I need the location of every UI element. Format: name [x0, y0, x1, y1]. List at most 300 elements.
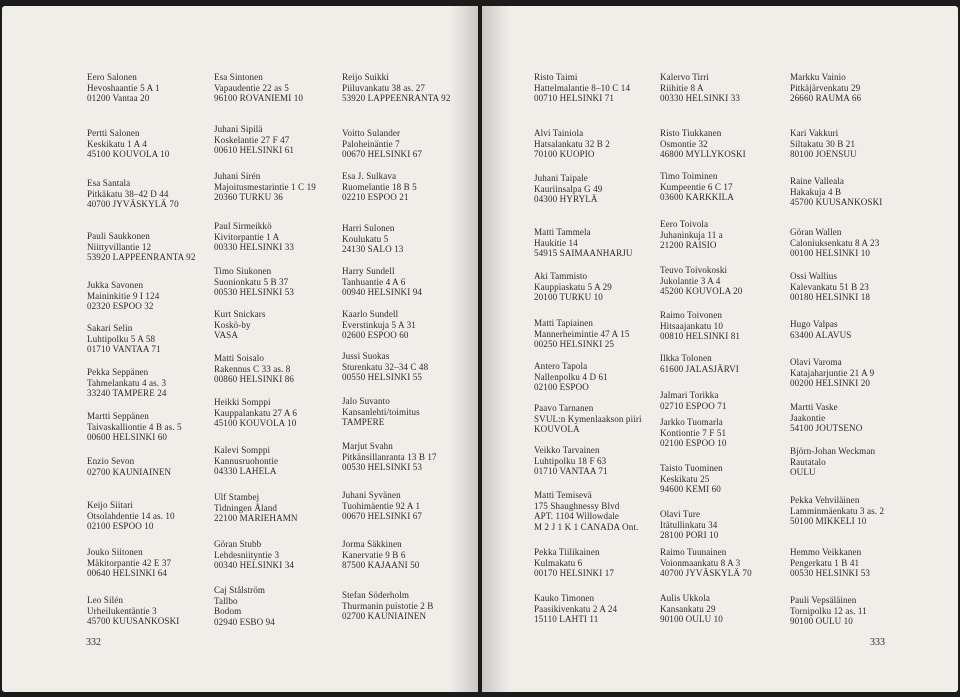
- entry-name: Ulf Stambej: [214, 492, 260, 502]
- directory-entry: [342, 128, 478, 160]
- entry-address-line: 02100 ESPOO: [534, 382, 589, 393]
- entry-address-line: 80100 JOENSUU: [790, 149, 857, 160]
- column: [214, 6, 354, 692]
- entry-name: Björn-Johan Weckman: [790, 446, 876, 456]
- entry-name: Jouko Siitonen: [87, 547, 143, 557]
- directory-entry: [534, 593, 674, 625]
- entry-address-line: 00670 HELSINKI 67: [342, 149, 423, 160]
- directory-entry: [214, 72, 354, 104]
- entry-address-line: 02940 ESBO 94: [214, 616, 275, 627]
- entry-address-line: 61600 JALASJÄRVI: [660, 363, 739, 374]
- directory-entry: [660, 390, 800, 411]
- directory-entry: [790, 128, 930, 160]
- directory-entry: [214, 492, 354, 524]
- directory-entry: [790, 319, 930, 340]
- entry-address-line: 02100 ESPOO 10: [87, 521, 154, 532]
- entry-name: Esa Santala: [87, 178, 131, 188]
- entry-name: Matti Temisevä: [534, 490, 592, 500]
- entry-address-line: Kanervatie 9 B 6: [342, 549, 406, 560]
- directory-entry: [660, 593, 800, 625]
- entry-name: Markku Vainio: [790, 72, 846, 82]
- entry-address-line: 02320 ESPOO 32: [87, 301, 154, 312]
- entry-name: Aulis Ukkola: [660, 593, 710, 603]
- directory-entry: [790, 402, 930, 434]
- entry-address-line: 175 Shaughnessy Blvd: [534, 500, 620, 511]
- entry-address-line: 40700 JYVÄSKYLÄ 70: [660, 568, 752, 579]
- entry-address-line: 00810 HELSINKI 81: [660, 331, 741, 342]
- directory-entry: [660, 547, 800, 579]
- entry-name: Hemmo Veikkanen: [790, 547, 862, 557]
- entry-name: Matti Soisalo: [214, 353, 265, 363]
- directory-entry: [790, 595, 930, 627]
- entry-name: Eero Salonen: [87, 72, 137, 82]
- entry-address-line: VASA: [214, 330, 238, 341]
- entry-address-line: 00600 HELSINKI 60: [87, 432, 168, 443]
- directory-entry: [87, 500, 227, 532]
- entry-name: Stefan Söderholm: [342, 590, 410, 600]
- entry-name: Juhani Sipilä: [214, 124, 263, 134]
- entry-address-line: Kauriinsalpa G 49: [534, 183, 603, 194]
- entry-address-line: Niittyvillantie 12: [87, 241, 152, 252]
- directory-entry: [534, 318, 674, 350]
- entry-address-line: 45100 KOUVOLA 10: [87, 149, 170, 160]
- entry-name: Harri Sulonen: [342, 223, 395, 233]
- entry-address-line: 50100 MIKKELI 10: [790, 516, 867, 527]
- entry-address-line: 00250 HELSINKI 25: [534, 339, 615, 350]
- entry-address-line: Kansanlehti/toimitus: [342, 406, 420, 417]
- entry-name: Paul Sirmeikkö: [214, 221, 272, 231]
- entry-name: Risto Taimi: [534, 72, 578, 82]
- entry-address-line: 00530 HELSINKI 53: [342, 462, 423, 473]
- entry-name: Martti Seppänen: [87, 411, 149, 421]
- entry-name: Timo Siukonen: [214, 266, 272, 276]
- entry-address-line: Otsolahdentie 14 as. 10: [87, 510, 175, 521]
- entry-address-line: 90100 OULU 10: [790, 616, 853, 627]
- directory-entry: [87, 411, 227, 443]
- entry-address-line: 00710 HELSINKI 71: [534, 93, 615, 104]
- entry-address-line: Caloniuksenkatu 8 A 23: [790, 237, 880, 248]
- entry-address-line: Taivaskalliontie 4 B as. 5: [87, 421, 182, 432]
- entry-name: Keijo Siitari: [87, 500, 134, 510]
- entry-address-line: Kauppiaskatu 5 A 29: [534, 281, 612, 292]
- entry-address-line: Itätullinkatu 34: [660, 519, 718, 530]
- entry-address-line: Keskikatu 25: [660, 473, 710, 484]
- entry-address-line: 00550 HELSINKI 55: [342, 372, 423, 383]
- directory-entry: [87, 178, 227, 210]
- directory-entry: [790, 271, 930, 303]
- column: [342, 6, 478, 692]
- column: [790, 6, 930, 692]
- entry-name: Jussi Suokas: [342, 351, 390, 361]
- entry-address-line: Jaakontie: [790, 412, 826, 423]
- entry-address-line: 00170 HELSINKI 17: [534, 568, 615, 579]
- entry-address-line: 53920 LAPPEENRANTA 92: [342, 93, 451, 104]
- entry-address-line: 70100 KUOPIO: [534, 149, 595, 160]
- entry-name: Kauko Timonen: [534, 593, 595, 603]
- entry-address-line: Pitkäjärvenkatu 29: [790, 82, 861, 93]
- entry-address-line: Lamminmäenkatu 3 as. 2: [790, 505, 885, 516]
- entry-name: Pekka Vehviläinen: [790, 495, 860, 505]
- entry-address-line: KOUVOLA: [534, 424, 580, 435]
- directory-entry: [342, 223, 478, 255]
- entry-address-line: Kannusruohontie: [214, 455, 279, 466]
- directory-entry: [660, 219, 800, 251]
- entry-address-line: Vapaudentie 22 as 5: [214, 82, 289, 93]
- directory-entry: [214, 266, 354, 298]
- entry-address-line: Katajaharjuntie 21 A 9: [790, 367, 875, 378]
- entry-name: Kalervo Tirri: [660, 72, 710, 82]
- entry-address-line: Kumpeentie 6 C 17: [660, 181, 733, 192]
- entry-address-line: OULU: [790, 467, 816, 478]
- entry-name: Göran Stubb: [214, 539, 262, 549]
- entry-address-line: 63400 ALAVUS: [790, 329, 852, 340]
- entry-address-line: Pitkäkatu 38–42 D 44: [87, 188, 169, 199]
- entry-address-line: 15110 LAHTI 11: [534, 614, 599, 625]
- entry-address-line: 00330 HELSINKI 33: [214, 242, 295, 253]
- directory-entry: [342, 72, 478, 104]
- entry-address-line: Kalevankatu 51 B 23: [790, 281, 869, 292]
- directory-entry: [87, 280, 227, 312]
- directory-entry: [342, 590, 478, 622]
- entry-name: Raine Valleala: [790, 176, 845, 186]
- directory-entry: [790, 547, 930, 579]
- directory-entry: [534, 445, 674, 477]
- entry-name: Ilkka Tolonen: [660, 353, 712, 363]
- entry-address-line: Juhaninkuja 11 a: [660, 229, 723, 240]
- entry-name: Ossi Wallius: [790, 271, 838, 281]
- directory-entry: [87, 323, 227, 355]
- entry-address-line: Thurmanin puistotie 2 B: [342, 600, 434, 611]
- entry-address-line: Paasikivenkatu 2 A 24: [534, 603, 618, 614]
- directory-entry: [214, 585, 354, 627]
- entry-address-line: 00530 HELSINKI 53: [214, 287, 295, 298]
- entry-name: Kurt Snickars: [214, 309, 266, 319]
- directory-entry: [214, 124, 354, 156]
- entry-name: Marjut Svahn: [342, 441, 393, 451]
- entry-name: Hugo Valpas: [790, 319, 838, 329]
- directory-entry: [790, 495, 930, 527]
- entry-name: Göran Wallen: [790, 227, 842, 237]
- entry-address-line: Maininkitie 9 I 124: [87, 290, 160, 301]
- entry-address-line: Majoitusmestarintie 1 C 19: [214, 181, 316, 192]
- entry-address-line: 54915 SAIMAANHARJU: [534, 248, 633, 259]
- entry-name: Esa Sintonen: [214, 72, 263, 82]
- entry-name: Raimo Toivonen: [660, 310, 722, 320]
- entry-address-line: Ruomelantie 18 B 5: [342, 181, 417, 192]
- entry-address-line: 00180 HELSINKI 18: [790, 292, 871, 303]
- entry-name: Pauli Vepsäläinen: [790, 595, 857, 605]
- directory-entry: [214, 353, 354, 385]
- entry-address-line: 02100 ESPOO 10: [660, 438, 727, 449]
- entry-address-line: Riihitie 8 A: [660, 82, 704, 93]
- entry-address-line: 02210 ESPOO 21: [342, 192, 409, 203]
- entry-address-line: Kansankatu 29: [660, 603, 716, 614]
- entry-address-line: Hevoshaantie 5 A 1: [87, 82, 160, 93]
- directory-entry: [660, 265, 800, 297]
- entry-name: Jukka Savonen: [87, 280, 144, 290]
- directory-entry: [214, 221, 354, 253]
- entry-address-line: Rakennus C 33 as. 8: [214, 363, 291, 374]
- directory-entry: [790, 357, 930, 389]
- entry-address-line: Osmontie 32: [660, 138, 708, 149]
- entry-address-line: Bodom: [214, 606, 242, 617]
- entry-address-line: Paloheinäntie 7: [342, 138, 400, 149]
- entry-address-line: Hattelmalantie 8–10 C 14: [534, 82, 631, 93]
- entry-address-line: APT. 1104 Willowdale: [534, 511, 620, 522]
- entry-address-line: Pengerkatu 1 B 41: [790, 557, 860, 568]
- entry-name: Alvi Tainiola: [534, 128, 584, 138]
- entry-address-line: Pitkänsillanranta 13 B 17: [342, 451, 437, 462]
- entry-name: Aki Tammisto: [534, 271, 588, 281]
- entry-name: Matti Tapiainen: [534, 318, 594, 328]
- entry-name: Esa J. Sulkava: [342, 171, 397, 181]
- directory-entry: [790, 446, 930, 478]
- entry-address-line: 22100 MARIEHAMN: [214, 513, 298, 524]
- directory-entry: [534, 361, 674, 393]
- entry-address-line: Haukitie 14: [534, 237, 578, 248]
- entry-name: Juhani Syvänen: [342, 490, 401, 500]
- entry-address-line: 54100 JOUTSENO: [790, 423, 863, 434]
- entry-name: Olavi Varoma: [790, 357, 842, 367]
- column: [87, 6, 227, 692]
- entry-address-line: 53920 LAPPEENRANTA 92: [87, 252, 196, 263]
- directory-entry: [87, 456, 227, 477]
- directory-entry: [214, 397, 354, 429]
- entry-address-line: Everstinkuja 5 A 31: [342, 319, 416, 330]
- directory-entry: [660, 171, 800, 203]
- directory-entry: [342, 171, 478, 203]
- directory-entry: [214, 309, 354, 341]
- entry-name: Kaarlo Sundell: [342, 309, 399, 319]
- entry-address-line: Koskö-by: [214, 319, 251, 330]
- entry-address-line: 26660 RAUMA 66: [790, 93, 862, 104]
- entry-address-line: Suonionkatu 5 B 37: [214, 276, 289, 287]
- directory-entry: [342, 441, 478, 473]
- directory-entry: [87, 231, 227, 263]
- entry-name: Pertti Salonen: [87, 128, 140, 138]
- directory-entry: [342, 539, 478, 571]
- entry-address-line: Sturenkatu 32–34 C 48: [342, 361, 429, 372]
- entry-address-line: 02700 KAUNIAINEN: [87, 466, 172, 477]
- entry-address-line: 03600 KARKKILA: [660, 192, 734, 203]
- entry-name: Matti Tammela: [534, 227, 591, 237]
- entry-address-line: Kivitorpantie 1 A: [214, 231, 280, 242]
- entry-name: Pekka Seppänen: [87, 367, 149, 377]
- directory-entry: [342, 309, 478, 341]
- directory-entry: [790, 72, 930, 104]
- entry-address-line: Jukolantie 3 A 4: [660, 275, 721, 286]
- page-number: 332: [86, 637, 101, 648]
- entry-address-line: Rautatalo: [790, 456, 826, 467]
- entry-address-line: 00200 HELSINKI 20: [790, 378, 871, 389]
- entry-name: Risto Tiukkanen: [660, 128, 722, 138]
- directory-entry: [534, 490, 674, 532]
- entry-address-line: 87500 KAJAANI 50: [342, 560, 420, 571]
- entry-address-line: 04300 HYRYLÄ: [534, 194, 598, 205]
- entry-name: Harry Sundell: [342, 266, 395, 276]
- entry-name: Voitto Sulander: [342, 128, 401, 138]
- directory-entry: [534, 227, 674, 259]
- entry-address-line: 33240 TAMPERE 24: [87, 388, 167, 399]
- entry-address-line: 00610 HELSINKI 61: [214, 145, 295, 156]
- column: [660, 6, 800, 692]
- entry-address-line: 90100 OULU 10: [660, 614, 723, 625]
- entry-address-line: TAMPERE: [342, 417, 385, 428]
- entry-name: Pauli Saukkonen: [87, 231, 150, 241]
- entry-address-line: Kauppalankatu 27 A 6: [214, 407, 298, 418]
- entry-address-line: Tahmelankatu 4 as. 3: [87, 377, 167, 388]
- entry-address-line: Koskelantie 27 F 47: [214, 134, 290, 145]
- directory-entry: [87, 128, 227, 160]
- entry-address-line: 45200 KOUVOLA 20: [660, 286, 743, 297]
- directory-entry: [214, 539, 354, 571]
- entry-address-line: 02600 ESPOO 60: [342, 330, 409, 341]
- directory-entry: [342, 266, 478, 298]
- entry-name: Heikki Somppi: [214, 397, 271, 407]
- entry-name: Pekka Tiilikainen: [534, 547, 600, 557]
- entry-address-line: Urheilukentäntie 3: [87, 605, 157, 616]
- entry-address-line: 02710 ESPOO 71: [660, 400, 727, 411]
- entry-address-line: Tuohimäentie 92 A 1: [342, 500, 421, 511]
- entry-address-line: Siltakatu 30 B 21: [790, 138, 856, 149]
- entry-address-line: Lehdesniityntie 3: [214, 549, 280, 560]
- entry-address-line: Kontiontie 7 F 51: [660, 427, 727, 438]
- directory-entry: [534, 128, 674, 160]
- entry-address-line: 45700 KUUSANKOSKI: [790, 197, 883, 208]
- directory-entry: [534, 547, 674, 579]
- directory-entry: [660, 509, 800, 541]
- directory-entry: [790, 227, 930, 259]
- directory-entry: [660, 128, 800, 160]
- entry-address-line: Tidningen Åland: [214, 502, 278, 513]
- directory-entry: [660, 72, 800, 104]
- directory-entry: [660, 310, 800, 342]
- directory-entry: [790, 176, 930, 208]
- page-gutter-shadow: [482, 6, 510, 692]
- entry-address-line: Kulmakatu 6: [534, 557, 583, 568]
- directory-entry: [87, 367, 227, 399]
- entry-address-line: 01710 VANTAA 71: [87, 344, 161, 355]
- entry-address-line: Keskikatu 1 A 4: [87, 138, 147, 149]
- entry-address-line: 94600 KEMI 60: [660, 484, 721, 495]
- entry-name: Sakari Selin: [87, 323, 133, 333]
- entry-name: Jalo Suvanto: [342, 396, 390, 406]
- directory-entry: [534, 403, 674, 435]
- entry-address-line: 00640 HELSINKI 64: [87, 568, 168, 579]
- entry-address-line: Hitsaajankatu 10: [660, 320, 723, 331]
- entry-name: Veikko Tarvainen: [534, 445, 600, 455]
- entry-name: Jalmari Torikka: [660, 390, 719, 400]
- entry-address-line: 40700 JYVÄSKYLÄ 70: [87, 199, 179, 210]
- entry-name: Raimo Tuunainen: [660, 547, 727, 557]
- entry-address-line: 00330 HELSINKI 33: [660, 93, 741, 104]
- entry-address-line: 01710 VANTAA 71: [534, 466, 608, 477]
- entry-address-line: Tallbo: [214, 595, 238, 606]
- directory-entry: [534, 271, 674, 303]
- entry-address-line: 20360 TURKU 36: [214, 192, 283, 203]
- directory-entry: [214, 445, 354, 477]
- entry-name: Kari Vakkuri: [790, 128, 839, 138]
- entry-name: Eero Toivola: [660, 219, 709, 229]
- entry-address-line: Luhtipolku 5 A 58: [87, 333, 156, 344]
- entry-address-line: 45100 KOUVOLA 10: [214, 418, 297, 429]
- entry-name: Paavo Tarnanen: [534, 403, 594, 413]
- entry-address-line: 28100 PORI 10: [660, 530, 719, 541]
- entry-name: Timo Toiminen: [660, 171, 718, 181]
- entry-address-line: 00670 HELSINKI 67: [342, 511, 423, 522]
- directory-entry: [214, 171, 354, 203]
- entry-name: Juhani Taipale: [534, 173, 588, 183]
- directory-entry: [87, 547, 227, 579]
- entry-address-line: 24130 SALO 13: [342, 244, 404, 255]
- entry-address-line: Voionmaankatu 8 A 3: [660, 557, 741, 568]
- entry-name: Kalevi Somppi: [214, 445, 271, 455]
- directory-entry: [660, 463, 800, 495]
- directory-entry: [342, 396, 478, 428]
- directory-entry: [660, 417, 800, 449]
- directory-entry: [534, 72, 674, 104]
- entry-name: Martti Vaske: [790, 402, 838, 412]
- entry-address-line: 00940 HELSINKI 94: [342, 287, 423, 298]
- right-page: [482, 6, 958, 692]
- directory-entry: [342, 351, 478, 383]
- entry-address-line: SVUL:n Kymenlaakson piiri: [534, 413, 642, 424]
- directory-entry: [660, 353, 800, 374]
- entry-address-line: Hatsalankatu 32 B 2: [534, 138, 610, 149]
- entry-name: Juhani Sirén: [214, 171, 261, 181]
- entry-name: Leo Silén: [87, 595, 124, 605]
- entry-address-line: Luhtipolku 18 F 63: [534, 455, 607, 466]
- column: [534, 6, 674, 692]
- entry-address-line: Hakakuja 4 B: [790, 186, 842, 197]
- entry-name: Enzio Sevon: [87, 456, 135, 466]
- directory-entry: [87, 72, 227, 104]
- directory-entry: [342, 490, 478, 522]
- entry-address-line: Mannerheimintie 47 A 15: [534, 328, 630, 339]
- entry-address-line: 00100 HELSINKI 10: [790, 248, 871, 259]
- entry-address-line: 21200 RAISIO: [660, 240, 717, 251]
- entry-address-line: 00530 HELSINKI 53: [790, 568, 871, 579]
- entry-name: Caj Stålström: [214, 585, 266, 595]
- entry-address-line: 46800 MYLLYKOSKI: [660, 149, 746, 160]
- entry-name: Antero Tapola: [534, 361, 588, 371]
- entry-address-line: Koulukatu 5: [342, 233, 389, 244]
- left-page: [2, 6, 478, 692]
- entry-address-line: Piiluvankatu 38 as. 27: [342, 82, 426, 93]
- page-number: 333: [870, 637, 885, 648]
- directory-entry: [87, 595, 227, 627]
- entry-address-line: M 2 J 1 K 1 CANADA Ont.: [534, 521, 639, 532]
- entry-name: Jorma Säkkinen: [342, 539, 402, 549]
- entry-name: Taisto Tuominen: [660, 463, 723, 473]
- entry-name: Olavi Ture: [660, 509, 701, 519]
- entry-address-line: 96100 ROVANIEMI 10: [214, 93, 304, 104]
- entry-name: Jarkko Tuomarla: [660, 417, 723, 427]
- entry-address-line: 20100 TURKU 10: [534, 292, 603, 303]
- entry-address-line: 00860 HELSINKI 86: [214, 374, 295, 385]
- entry-address-line: Mäkitorpantie 42 E 37: [87, 557, 172, 568]
- directory-entry: [534, 173, 674, 205]
- entry-address-line: 45700 KUUSANKOSKI: [87, 616, 180, 627]
- entry-name: Reijo Suikki: [342, 72, 389, 82]
- entry-address-line: Tornipolku 12 as. 11: [790, 605, 867, 616]
- entry-address-line: Tanhuantie 4 A 6: [342, 276, 406, 287]
- entry-address-line: 01200 Vantaa 20: [87, 93, 150, 104]
- entry-name: Teuvo Toivokoski: [660, 265, 728, 275]
- entry-address-line: 00340 HELSINKI 34: [214, 560, 295, 571]
- entry-address-line: Nallenpolku 4 D 61: [534, 371, 608, 382]
- entry-address-line: 02700 KAUNIAINEN: [342, 611, 427, 622]
